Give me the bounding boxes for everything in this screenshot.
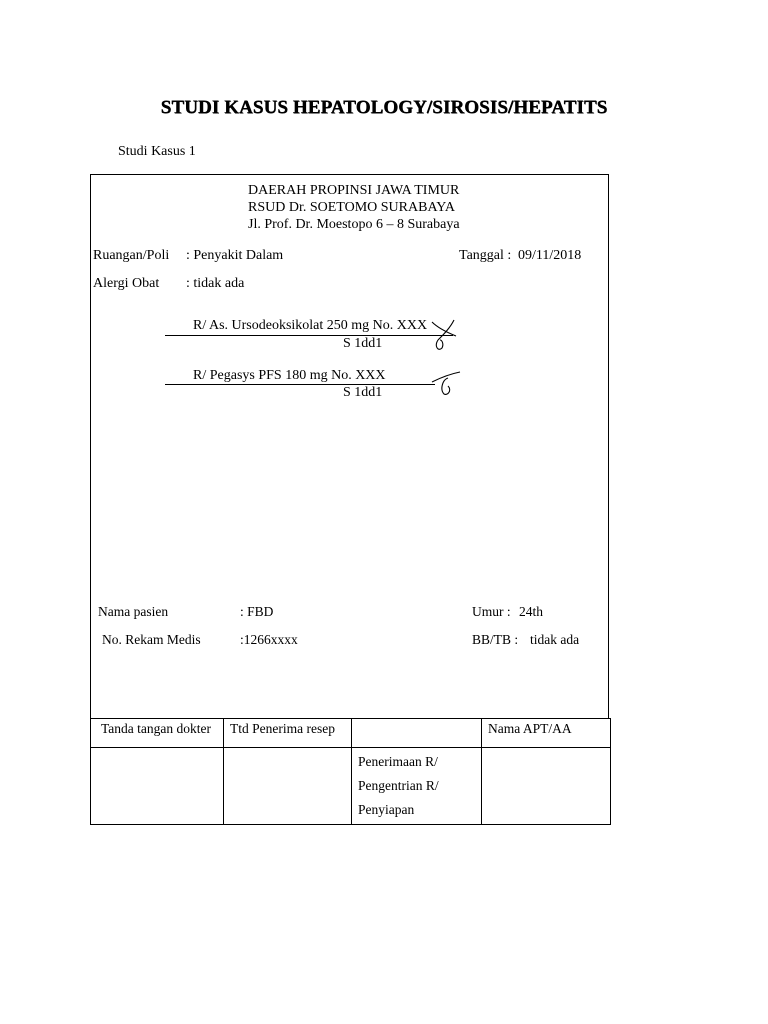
patient-age-value: 24th <box>519 604 544 619</box>
blank-header <box>352 719 482 748</box>
pharmacist-name-header: Nama APT/AA <box>482 719 611 748</box>
page-title: STUDI KASUS HEPATOLOGY/SIROSIS/HEPATITS <box>160 97 608 118</box>
signature-table <box>90 718 611 825</box>
initial-mark-icon <box>430 368 466 402</box>
receiver-signature-cell <box>224 748 352 825</box>
date-value: 09/11/2018 <box>518 248 582 263</box>
ward-value: : Penyakit Dalam <box>186 248 284 263</box>
doctor-signature-header: Tanda tangan dokter <box>91 719 224 748</box>
date-label: Tanggal : <box>459 248 512 263</box>
medical-record-label: No. Rekam Medis <box>102 632 201 647</box>
case-subtitle: Studi Kasus 1 <box>118 144 196 159</box>
step-preparation: Penyiapan <box>358 802 415 817</box>
pharmacist-name-cell <box>482 748 611 825</box>
process-steps-cell <box>352 748 482 825</box>
medical-record-value: :1266xxxx <box>240 632 298 647</box>
bbtb-label: BB/TB : <box>472 632 519 647</box>
hospital-region: DAERAH PROPINSI JAWA TIMUR <box>248 183 460 198</box>
prescription-line: R/ Pegasys PFS 180 mg No. XXX <box>193 368 386 383</box>
prescription-underline <box>165 335 453 336</box>
hospital-name: RSUD Dr. SOETOMO SURABAYA <box>248 200 455 215</box>
prescription-line: R/ As. Ursodeoksikolat 250 mg No. XXX <box>193 318 428 333</box>
prescription-underline <box>165 384 435 385</box>
allergy-value: : tidak ada <box>186 276 245 291</box>
patient-name-label: Nama pasien <box>98 604 169 619</box>
step-entry: Pengentrian R/ <box>358 778 439 793</box>
doctor-signature-cell <box>91 748 224 825</box>
prescription-signa: S 1dd1 <box>343 385 383 400</box>
patient-name-value: : FBD <box>240 604 274 619</box>
initial-mark-icon <box>428 314 464 354</box>
allergy-label: Alergi Obat <box>93 276 160 291</box>
prescription-signa: S 1dd1 <box>343 336 383 351</box>
receiver-signature-header: Ttd Penerima resep <box>224 719 352 748</box>
patient-age-label: Umur : <box>472 604 511 619</box>
step-receipt: Penerimaan R/ <box>358 754 438 769</box>
ward-label: Ruangan/Poli <box>93 248 170 263</box>
hospital-address: Jl. Prof. Dr. Moestopo 6 – 8 Surabaya <box>248 217 460 232</box>
bbtb-value: tidak ada <box>530 632 580 647</box>
